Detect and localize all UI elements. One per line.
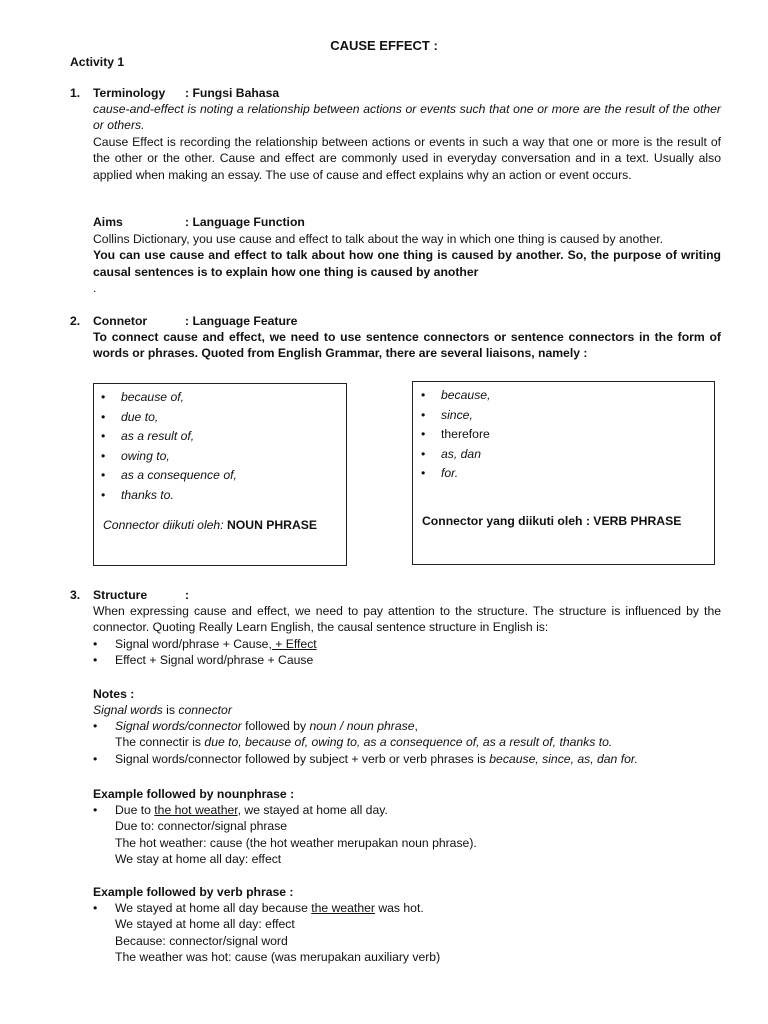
- list-item: • thanks to.: [101, 486, 237, 506]
- aims-label: Aims: [93, 215, 123, 229]
- bullet-icon: •: [93, 751, 98, 766]
- list-item: • because,: [421, 386, 490, 406]
- bullet-icon: •: [93, 653, 98, 668]
- list-item: • since,: [421, 406, 490, 426]
- connetor-value: : Language Feature: [185, 314, 298, 328]
- bullet-icon: •: [101, 448, 106, 463]
- example-noun-list: [93, 802, 477, 868]
- list-item: • Signal words/connector followed by noun / noun phrase, The connectir is due to, because of, owing to, as a consequence of, as a result of, thanks to.: [93, 719, 613, 750]
- section-3-heading: [93, 587, 189, 603]
- list-item: • Signal word/phrase + Cause, + Effect: [93, 637, 317, 651]
- aims-value: : Language Function: [185, 215, 305, 229]
- terminology-value: : Fungsi Bahasa: [185, 86, 280, 100]
- terminology-definition: [93, 101, 721, 183]
- verb-connector-list: [421, 386, 490, 484]
- structure-list: [93, 636, 317, 669]
- noun-phrase-connector-box: [93, 383, 347, 566]
- bullet-icon: •: [93, 901, 98, 915]
- bullet-icon: •: [101, 487, 106, 502]
- section-2-number: 2.: [70, 314, 81, 328]
- bullet-icon: •: [93, 637, 98, 651]
- aims-text-2: You can use cause and effect to talk about how one thing is caused by another. So, the purpose of writing causal sentences is to explain how one thing is caused by another: [93, 248, 721, 279]
- list-item: • therefore: [421, 425, 490, 445]
- list-item: • Due to the hot weather, we stayed at home all day. Due to: connector/signal phrase The hot weather: cause (the hot weather merupakan noun phrase). We stay at home all day: effect: [93, 803, 477, 867]
- aims-text-1: Collins Dictionary, you use cause and effect to talk about the way in which one thing is caused by another.: [93, 232, 663, 246]
- bullet-icon: •: [101, 429, 106, 444]
- aims-text: [93, 231, 721, 297]
- list-item: • due to,: [101, 408, 237, 428]
- list-item: • as a result of,: [101, 427, 237, 447]
- definition-italic: cause-and-effect is noting a relationship between actions or events such that one or more are the result of the other or others.: [93, 102, 721, 133]
- list-item: • Effect + Signal word/phrase + Cause: [93, 653, 314, 668]
- definition-text: Cause Effect is recording the relationship between actions or events in such a way that one or more is the result of the other or the other. Cause and effect are commonly used in everyday conversation and in a text. Usually also applied when making an essay. The use of cause and effect explains why an action or event occurs.: [93, 134, 721, 182]
- bullet-icon: •: [101, 390, 106, 404]
- bullet-icon: •: [421, 407, 426, 422]
- list-item: • because of,: [101, 388, 237, 408]
- bullet-icon: •: [421, 446, 426, 461]
- section-2-heading: [93, 313, 297, 329]
- example-verb-title: Example followed by verb phrase :: [93, 885, 294, 899]
- list-item: • as a consequence of,: [101, 466, 237, 486]
- terminology-label: Terminology: [93, 86, 166, 100]
- bullet-icon: •: [101, 409, 106, 424]
- notes-list: [93, 718, 733, 767]
- noun-phrase-note: Connector diikuti oleh: NOUN PHRASE: [103, 518, 318, 532]
- list-item: • owing to,: [101, 447, 237, 467]
- aims-dot: .: [93, 281, 97, 296]
- list-item: • We stayed at home all day because the weather was hot. We stayed at home all day: effect Because: connector/signal word The weather was hot: cause (was merupakan auxiliary verb): [93, 901, 441, 965]
- page-title: CAUSE EFFECT :: [330, 38, 438, 53]
- connetor-label: Connetor: [93, 314, 148, 328]
- connector-intro: To connect cause and effect, we need to use sentence connectors or sentence connectors in the form of words or phrases. Quoted from English Grammar, there are several liaisons, namely :: [93, 330, 721, 361]
- list-item: • as, dan: [421, 445, 490, 465]
- notes-subtitle: Signal words is connector: [93, 703, 232, 717]
- example-verb-list: [93, 900, 440, 966]
- structure-label: Structure: [93, 588, 148, 602]
- bullet-icon: •: [101, 468, 106, 483]
- activity-label: Activity 1: [70, 55, 125, 69]
- aims-heading: [93, 214, 305, 230]
- section-3-number: 3.: [70, 588, 81, 602]
- notes-title: Notes :: [93, 687, 135, 701]
- verb-phrase-note: Connector yang diikuti oleh : VERB PHRASE: [422, 514, 682, 528]
- example-noun-title: Example followed by nounphrase :: [93, 787, 295, 801]
- noun-connector-list: [101, 388, 237, 506]
- section-1-number: 1.: [70, 86, 81, 100]
- bullet-icon: •: [421, 388, 426, 402]
- bullet-icon: •: [421, 427, 426, 442]
- bullet-icon: •: [93, 803, 98, 817]
- verb-phrase-connector-box: [412, 381, 715, 565]
- structure-intro: When expressing cause and effect, we need to pay attention to the structure. The structure is influenced by the connector. Quoting Really Learn English, the causal sentence structure in English is:: [93, 604, 721, 635]
- section-1-heading: [93, 85, 279, 101]
- list-item: • Signal words/connector followed by subject + verb or verb phrases is because, since, as, dan for.: [93, 751, 638, 766]
- bullet-icon: •: [421, 466, 426, 481]
- list-item: • for.: [421, 464, 490, 484]
- structure-value: :: [185, 588, 190, 602]
- bullet-icon: •: [93, 719, 98, 733]
